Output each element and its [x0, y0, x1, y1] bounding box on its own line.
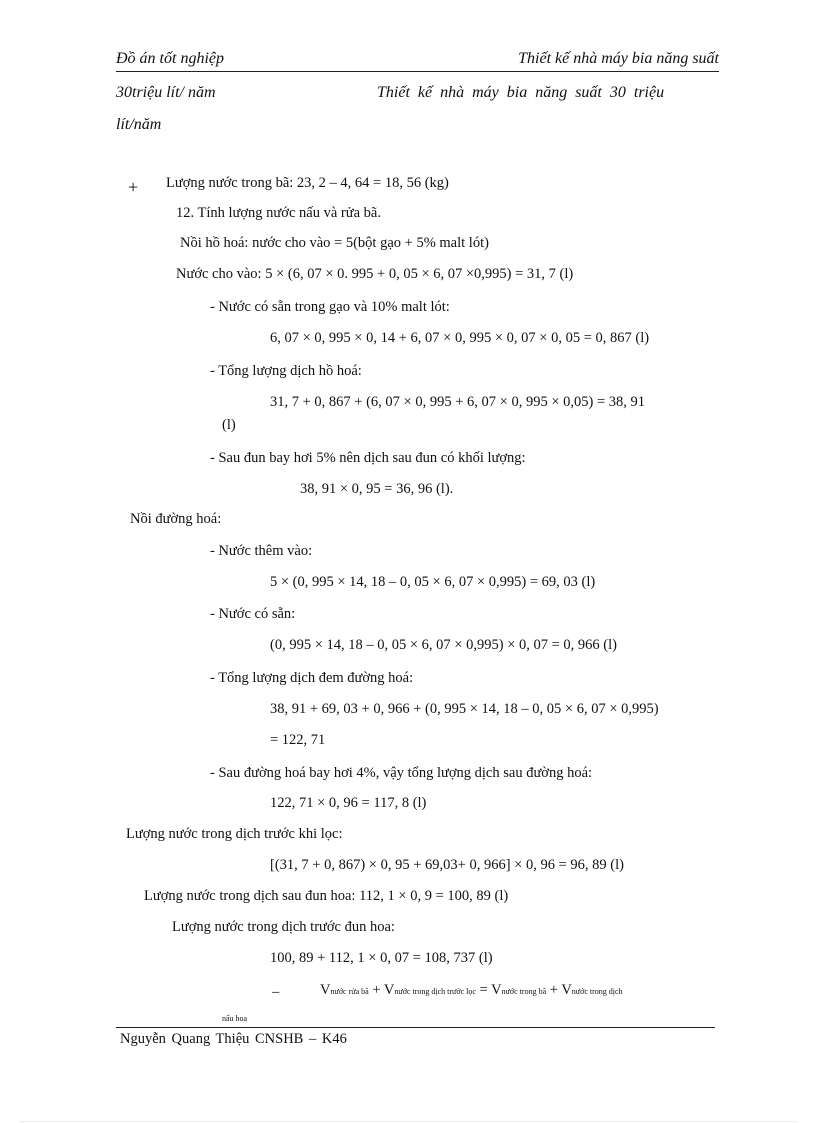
footer-author: Nguyễn Quang Thiệu CNSHB – K46 [120, 1031, 347, 1047]
header-line2-right: Thiết kế nhà máy bia năng suất 30 triệu [377, 84, 665, 101]
eq-plus1: + [368, 982, 384, 998]
equation-dash: – [272, 984, 280, 1000]
eq-equals: = [475, 982, 492, 998]
line-22: Lượng nước trong dịch trước khi lọc: [126, 826, 343, 842]
line-14: 5 × (0, 995 × 14, 18 – 0, 05 × 6, 07 × 0,995) = 69, 03 (l) [270, 574, 596, 590]
line-21: 122, 71 × 0, 96 = 117, 8 (l) [270, 795, 427, 811]
line-10: - Sau đun bay hơi 5% nên dịch sau đun có khối lượng: [210, 450, 526, 466]
line-6: 6, 07 × 0, 995 × 0, 14 + 6, 07 × 0, 995 × 0, 07 × 0, 05 = 0, 867 (l) [270, 330, 650, 346]
line-5: - Nước có sẵn trong gạo và 10% malt lót: [210, 299, 450, 315]
line-11: 38, 91 × 0, 95 = 36, 96 (l). [300, 481, 454, 497]
footer-rule [116, 1027, 715, 1028]
header-left: Đồ án tốt nghiệp [116, 50, 224, 67]
page-bottom-edge [20, 1121, 796, 1122]
line-2: 12. Tính lượng nước nấu và rửa bã. [176, 205, 381, 221]
line-17: - Tổng lượng dịch đem đường hoá: [210, 670, 414, 686]
line-23: [(31, 7 + 0, 867) × 0, 95 + 69,03+ 0, 966] × 0, 96 = 96, 89 (l) [270, 857, 624, 873]
header-line2-left: 30triệu lít/ năm [116, 84, 216, 101]
eq-v2: V [383, 982, 395, 998]
eq-sub4: nước trong dịch [571, 987, 623, 996]
line-12: Nồi đường hoá: [130, 511, 222, 527]
line-1: Lượng nước trong bã: 23, 2 – 4, 64 = 18, 56 (kg) [166, 175, 449, 191]
line-8: 31, 7 + 0, 867 + (6, 07 × 0, 995 + 6, 07 × 0, 995 × 0,05) = 38, 91 [270, 394, 646, 410]
line-13: - Nước thêm vào: [210, 543, 313, 559]
line-24: Lượng nước trong dịch sau đun hoa: 112, 1 × 0, 9 = 100, 89 (l) [144, 888, 509, 904]
line-18: 38, 91 + 69, 03 + 0, 966 + (0, 995 × 14, 18 – 0, 05 × 6, 07 × 0,995) [270, 701, 659, 717]
volume-balance-equation [320, 982, 623, 999]
line-25: Lượng nước trong dịch trước đun hoa: [172, 919, 395, 935]
line-3: Nồi hồ hoá: nước cho vào = 5(bột gạo + 5% malt lót) [180, 235, 489, 251]
line-20: - Sau đường hoá bay hơi 4%, vậy tổng lượng dịch sau đường hoá: [210, 765, 593, 781]
line-9: (l) [222, 417, 236, 433]
eq-plus2: + [546, 982, 562, 998]
line-19: = 122, 71 [270, 732, 326, 748]
eq-sub1: nước rửa bã [330, 987, 369, 996]
eq-sub3: nước trong bã [501, 987, 547, 996]
eq-sub2: nước trong dịch trước lọc [394, 987, 476, 996]
line-26: 100, 89 + 112, 1 × 0, 07 = 108, 737 (l) [270, 950, 493, 966]
eq-v1: V [320, 982, 331, 998]
header-rule [116, 71, 719, 72]
line-15: - Nước có sẵn: [210, 606, 296, 622]
line-16: (0, 995 × 14, 18 – 0, 05 × 6, 07 × 0,995) × 0, 07 = 0, 966 (l) [270, 637, 617, 653]
line-28: nấu hoa [222, 1014, 248, 1023]
eq-v4: V [561, 982, 572, 998]
header-right: Thiết kế nhà máy bia năng suất [518, 50, 719, 67]
header-line3: lít/năm [116, 116, 162, 133]
line-7: - Tổng lượng dịch hồ hoá: [210, 363, 362, 379]
line-4: Nước cho vào: 5 × (6, 07 × 0. 995 + 0, 05 × 6, 07 ×0,995) = 31, 7 (l) [176, 266, 574, 282]
bullet-plus: + [128, 177, 139, 197]
eq-v3: V [491, 982, 502, 998]
